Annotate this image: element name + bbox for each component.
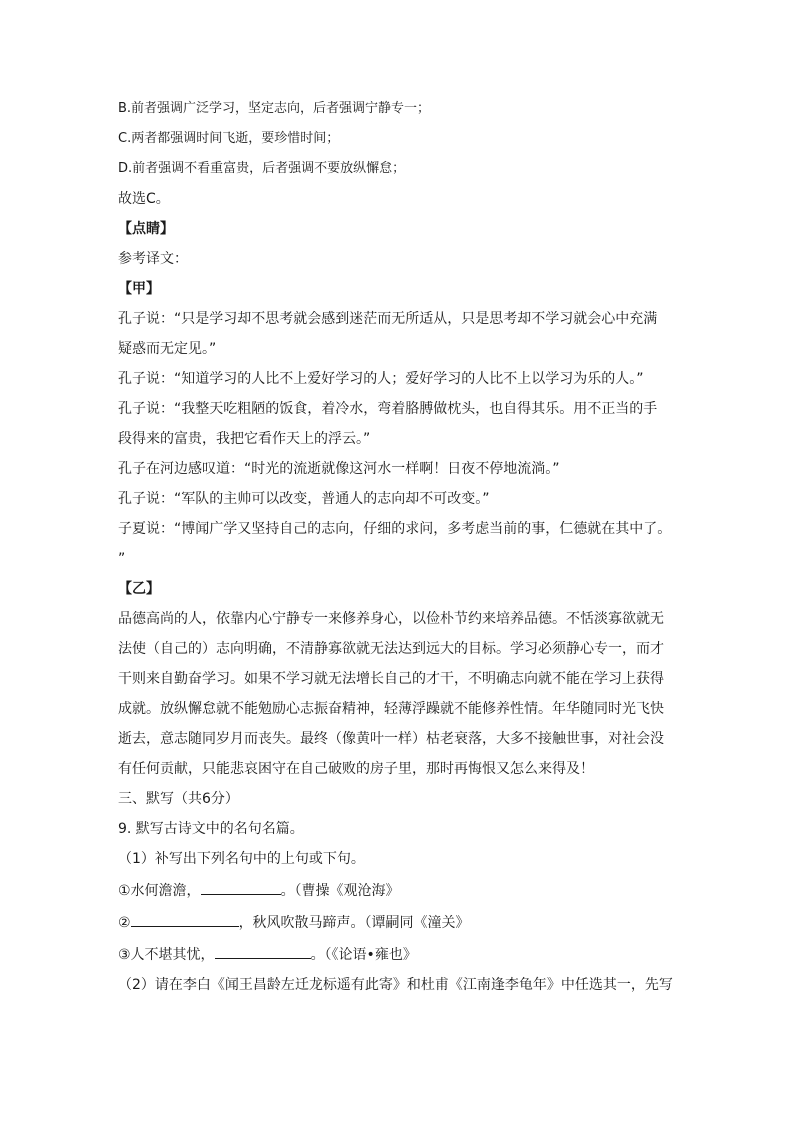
yi-line-2: 法使（自己的）志向明确，不清静寡欲就无法达到远大的目标。学习必须静心专一，而才 — [118, 641, 664, 657]
fill-item-1 — [118, 880, 678, 900]
answer-blank-2[interactable] — [131, 912, 239, 927]
option-d: D.前者强调不看重富贵，后者强调不要放纵懈怠； — [118, 161, 406, 176]
answer-blank-1[interactable] — [201, 880, 281, 895]
answer-blank-3[interactable] — [215, 944, 311, 959]
question-9: 9. 默写古诗文中的名句名篇。 — [118, 821, 304, 837]
jia-heading: 【甲】 — [118, 281, 160, 297]
option-b: B.前者强调广泛学习，坚定志向，后者强调宁静专一； — [118, 101, 431, 116]
jia-paragraph-3a: 孔子说：“我整天吃粗陋的饭食，着冷水，弯着胳膊做枕头，也自得其乐。用不正当的手 — [118, 401, 658, 417]
dianjing-heading: 【点睛】 — [118, 221, 174, 237]
yi-line-5: 逝去，意志随同岁月而丧失。最终（像黄叶一样）枯老衰落，大多不接触世事，对社会没 — [118, 731, 664, 747]
fill-item-3-suffix: 。（《论语•雍也》 — [310, 947, 417, 963]
fill-item-1-prefix: ①水何澹澹， — [118, 883, 201, 899]
yi-line-6: 有任何贡献，只能悲哀困守在自己破败的房子里，那时再悔恨又怎么来得及！ — [118, 761, 594, 777]
jia-paragraph-6b: ” — [118, 551, 126, 567]
fill-item-1-suffix: 。（曹操《观沧海》 — [280, 883, 400, 899]
question-9-1: （1）补写出下列名句中的上句或下句。 — [118, 851, 365, 867]
jia-paragraph-4: 孔子在河边感叹道：“时光的流逝就像这河水一样啊！日夜不停地流淌。” — [118, 461, 560, 477]
question-9-2: （2）请在李白《闻王昌龄左迁龙标遥有此寄》和杜甫《江南逢李龟年》中任选其一，先写 — [118, 977, 673, 993]
section-3-title: 三、默写（共6分） — [118, 791, 239, 807]
jia-paragraph-5: 孔子说：“军队的主帅可以改变，普通人的志向却不可改变。” — [118, 491, 490, 507]
document-page — [118, 100, 678, 993]
jia-paragraph-6a: 子夏说：“博闻广学又坚持自己的志向，仔细的求问，多考虑当前的事，仁德就在其中了。 — [118, 521, 672, 537]
yi-line-3: 干则来自勤奋学习。如果不学习就无法增长自己的才干，不明确志向就不能在学习上获得 — [118, 671, 664, 687]
fill-item-2-suffix: ，秋风吹散马蹄声。（谭嗣同《潼关》 — [238, 915, 470, 931]
fill-item-3-prefix: ③人不堪其忧， — [118, 947, 215, 963]
answer-line: 故选C。 — [118, 191, 170, 207]
yi-line-4: 成就。放纵懈怠就不能勉励心志振奋精神，轻薄浮躁就不能修养性情。年华随同时光飞快 — [118, 701, 664, 717]
fill-item-2 — [118, 912, 678, 932]
jia-paragraph-1a: 孔子说：“只是学习却不思考就会感到迷茫而无所适从，只是思考却不学习就会心中充满 — [118, 311, 658, 327]
translation-intro: 参考译文： — [118, 251, 188, 267]
option-c: C.两者都强调时间飞逝，要珍惜时间； — [118, 131, 340, 146]
yi-line-1: 品德高尚的人，依靠内心宁静专一来修养身心，以俭朴节约来培养品德。不恬淡寡欲就无 — [118, 611, 664, 627]
fill-item-3 — [118, 944, 678, 964]
jia-paragraph-2: 孔子说：“知道学习的人比不上爱好学习的人；爱好学习的人比不上以学习为乐的人。” — [118, 371, 644, 387]
fill-item-2-prefix: ② — [118, 915, 131, 931]
jia-paragraph-3b: 段得来的富贵，我把它看作天上的浮云。” — [118, 431, 371, 447]
jia-paragraph-1b: 疑惑而无定见。” — [118, 341, 217, 357]
yi-heading: 【乙】 — [118, 581, 160, 597]
